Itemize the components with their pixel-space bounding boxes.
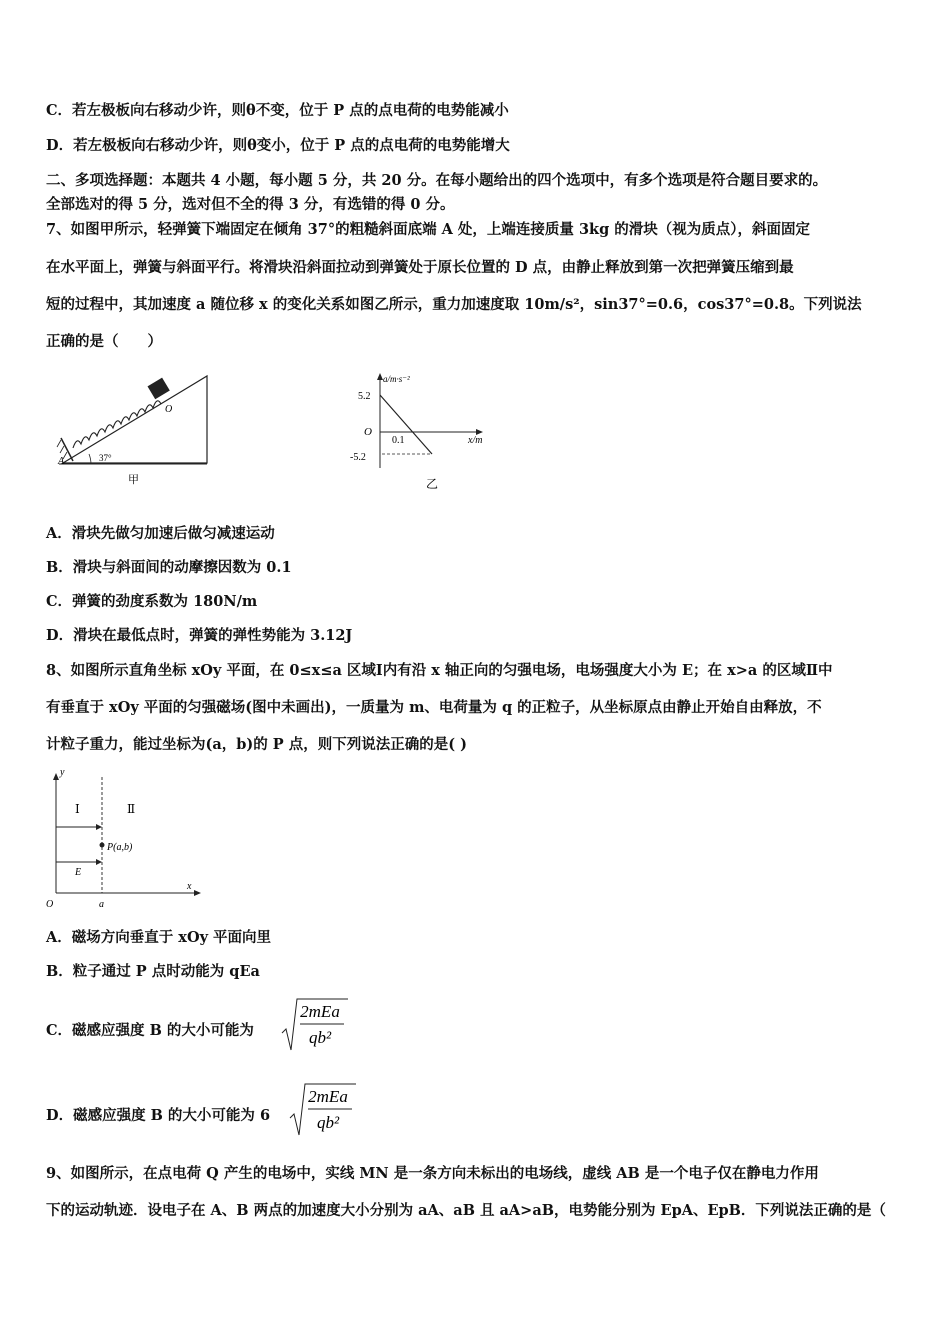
q7-fig2-xlabel: x/m — [468, 435, 483, 446]
q8-figure-field-regions — [42, 765, 212, 913]
spring — [73, 401, 161, 448]
q8-c-numerator: 2mEa — [300, 1002, 340, 1021]
q6-option-d: D．若左极板向右移动少许，则θ变小，位于 P 点的点电荷的电势能增大 — [46, 137, 510, 154]
q8-option-b: B．粒子通过 P 点时动能为 qEa — [46, 963, 260, 980]
q7-fig2-caption: 乙 — [426, 477, 439, 491]
q8-option-c: C．磁感应强度 B 的大小可能为 — [46, 1022, 254, 1039]
q8-d-numerator: 2mEa — [308, 1087, 348, 1106]
q8-fig-a: a — [99, 899, 104, 910]
q7-stem-line1: 7、如图甲所示，轻弹簧下端固定在倾角 37°的粗糙斜面底端 A 处，上端连接质量 3kg 的滑块（视为质点），斜面固定 — [46, 221, 811, 238]
q6-option-c: C．若左极板向右移动少许，则θ不变，位于 P 点的点电荷的电势能减小 — [46, 102, 509, 119]
q8-option-a: A．磁场方向垂直于 xOy 平面向里 — [46, 929, 272, 946]
q8-stem-line1: 8、如图所示直角坐标 xOy 平面，在 0≤x≤a 区域Ⅰ内有沿 x 轴正向的匀强电场，电场强度大小为 E；在 x>a 的区域Ⅱ中 — [46, 662, 833, 679]
q8-fig-x: x — [187, 881, 192, 892]
q8-fig-region1: Ⅰ — [75, 802, 80, 816]
q8-fig-point-p: P(a,b) — [107, 842, 133, 853]
q7-fig2-ybottom: -5.2 — [350, 452, 366, 463]
q8-stem-line2: 有垂直于 xOy 平面的匀强磁场(图中未画出)，一质量为 m、电荷量为 q 的正粒子，从坐标原点由静止开始自由释放，不 — [46, 699, 822, 716]
q7-fig2-ylabel: a/m·s⁻² — [383, 374, 410, 384]
block — [148, 378, 170, 400]
q8-fig-e: E — [75, 867, 82, 878]
q8-fig-region2: Ⅱ — [127, 802, 136, 816]
q7-stem-line4: 正确的是（ ） — [46, 333, 162, 350]
q7-fig2-origin: O — [364, 426, 372, 438]
q7-fig1-label-a: A — [58, 456, 65, 467]
q8-stem-line3: 计粒子重力，能过坐标为(a，b)的 P 点，则下列说法正确的是( ) — [46, 736, 468, 753]
q8-option-d-formula — [288, 1080, 358, 1140]
q8-c-denominator: qb² — [308, 1028, 332, 1047]
q8-fig-origin: O — [46, 899, 54, 910]
q8-d-denominator: qb² — [316, 1113, 340, 1132]
q7-fig1-caption: 甲 — [128, 474, 139, 486]
q8-fig-y: y — [60, 767, 65, 778]
q8-option-c-formula — [280, 995, 350, 1055]
section2-line1: 二、多项选择题：本题共 4 小题，每小题 5 分，共 20 分。在每小题给出的四个选项中，有多个选项是符合题目要求的。 — [46, 172, 828, 189]
q7-option-c: C．弹簧的劲度系数为 180N/m — [46, 593, 258, 610]
q7-stem-line3: 短的过程中，其加速度 a 随位移 x 的变化关系如图乙所示，重力加速度取 10m/s²，sin37°=0.6，cos37°=0.8。下列说法 — [46, 296, 862, 313]
q7-figure-incline — [55, 368, 220, 488]
q7-fig2-ytop: 5.2 — [358, 391, 371, 402]
q9-stem-line1: 9、如图所示，在点电荷 Q 产生的电场中，实线 MN 是一条方向未标出的电场线，虚线 AB 是一个电子仅在静电力作用 — [46, 1165, 819, 1182]
q7-option-d: D．滑块在最低点时，弹簧的弹性势能为 3.12J — [46, 627, 353, 644]
q7-option-a: A．滑块先做匀加速后做匀减速运动 — [46, 525, 275, 542]
q9-stem-line2: 下的运动轨迹．设电子在 A、B 两点的加速度大小分别为 aA、aB 且 aA>aB，电势能分别为 EpA、EpB．下列说法正确的是（ — [46, 1202, 886, 1219]
section2-line2: 全部选对的得 5 分，选对但不全的得 3 分，有选错的得 0 分。 — [46, 196, 455, 213]
q8-option-d: D．磁感应强度 B 的大小可能为 6 — [46, 1107, 271, 1124]
q7-figure-ax-graph — [340, 368, 500, 493]
q7-fig1-label-o: O — [165, 404, 173, 415]
q7-fig2-xtick: 0.1 — [392, 435, 405, 446]
q7-option-b: B．滑块与斜面间的动摩擦因数为 0.1 — [46, 559, 292, 576]
q7-fig1-angle: 37° — [99, 453, 112, 463]
q7-stem-line2: 在水平面上，弹簧与斜面平行。将滑块沿斜面拉动到弹簧处于原长位置的 D 点，由静止释放到第一次把弹簧压缩到最 — [46, 259, 794, 276]
